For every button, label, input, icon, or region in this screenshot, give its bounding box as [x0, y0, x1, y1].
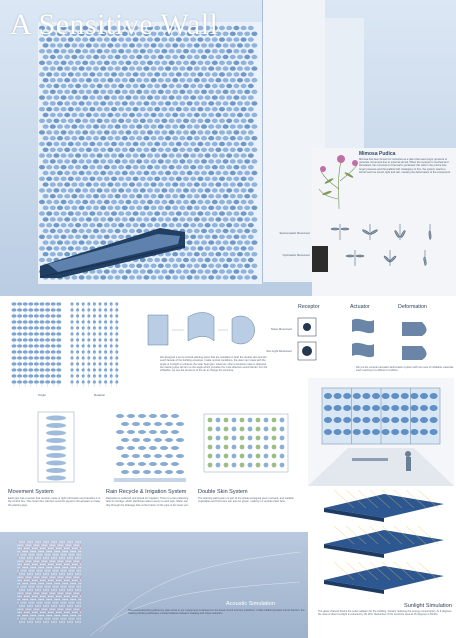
rain-system-heading: Rain Recycle & Irrigation System: [106, 489, 187, 495]
mimosa-plant-illustration: [317, 149, 361, 211]
double-skin-heading: Double Skin System: [198, 489, 248, 495]
tram-illustration: [40, 226, 185, 278]
movement-section: [8, 406, 106, 486]
mimosa-heading: Mimosa Pudica: [359, 151, 396, 157]
sunlight-text: The glass channel blocks the solar radiation for the building, thereby reducing the energy consumption. At 6 degrees, the area of direct sunlight is reduced by 45.16%. Reduction of the sunshine area at 15 degrees is 59.9%.: [318, 610, 453, 617]
sunlight-simulation-graphic: [314, 488, 454, 600]
origin-label: Origin: [38, 393, 47, 397]
movement-system-text: Each pipe has a sensor that receives noise or light information and transfers it to the control box. The control box will then send the signal to the actuator to rotate the planting pipe.: [8, 497, 101, 507]
movement-system-heading: Movement System: [8, 489, 54, 495]
deformation-head: Deformation: [398, 304, 427, 310]
acoustic-text: The sound-absorbing efficiency rates show in our experiment is focused on the linear sound sources (vehicles). Unlike traditional static sound barriers, the rotating planting wall keeps a better balance between shading and noise reduction.: [128, 609, 305, 616]
rain-system-axo: [108, 406, 192, 486]
acoustic-simulation-graphic: [0, 532, 308, 638]
rotation-label: Rotation: [94, 393, 106, 397]
sunlight-movement-label: Sun Light Movement: [266, 349, 292, 353]
leaf-movement-diagrams: [330, 220, 454, 272]
rain-system-text: Rainwater is collected and stored for irrigation. There is a rain-collecting tank for storage, which distributes water evenly to each pipe. Water can drip through the drainage hole at the bottom of the pipe to the lower pot.: [106, 497, 189, 507]
noise-movement-label: Noise Movement: [271, 327, 292, 331]
poster-title: A Sensitive Wall: [10, 8, 219, 41]
mimosa-photo: [312, 246, 328, 272]
seismonastic-label: Seismonastic Movement: [279, 231, 310, 235]
concept-text: We designed a set of vertical planting pipes that are installed on both the double skin and the south facade of the building envelope. Inside normal conditions, the plant can rotate with the angle of sunlight to enhance the solar heat gain. However, when excessive noise is detected, the planting pipe will turn to the angle which provides the most effective sound barrier. For the inflatable, we use the pressure of the air to change the structure.: [160, 356, 268, 373]
mimosa-description: Mimosa has been known for centuries as a plant that uses turgor pressure to generate movement due to external stimuli. When the receptor is touched and stimulated, the movement of the leaf is produced: the cells in the pulvini lose turgor pressure and the leaflets fold. Analogous to this, the system reacts to stimuli such as sound, light and rain, causing the deformation of the component.: [359, 158, 451, 174]
receptor-note: We put the receptor-actuator-deformation system with two sets of inflatable materials, each reacting to a different condition.: [356, 366, 454, 373]
receptor-actuator-diagram: [294, 314, 454, 366]
acoustic-simulation-panel: [0, 532, 308, 638]
acoustic-label: Acoustic Simulation: [226, 601, 275, 607]
actuator-head: Actuator: [350, 304, 370, 310]
interior-perspective: [308, 378, 454, 486]
receptor-head: Receptor: [298, 304, 320, 310]
nyctinastic-label: Nyctinastic Movement: [282, 253, 310, 257]
double-skin-section: [196, 410, 296, 476]
double-skin-text: The planting wall system is part of the whole ecological green network, and suitable vegetables and fruit trees can also be grown, making it a vertical urban farm.: [198, 497, 294, 504]
facade-elevations: [8, 300, 126, 392]
sunlight-label: Sunlight Simulation: [404, 603, 452, 609]
hero-render: [0, 0, 456, 296]
